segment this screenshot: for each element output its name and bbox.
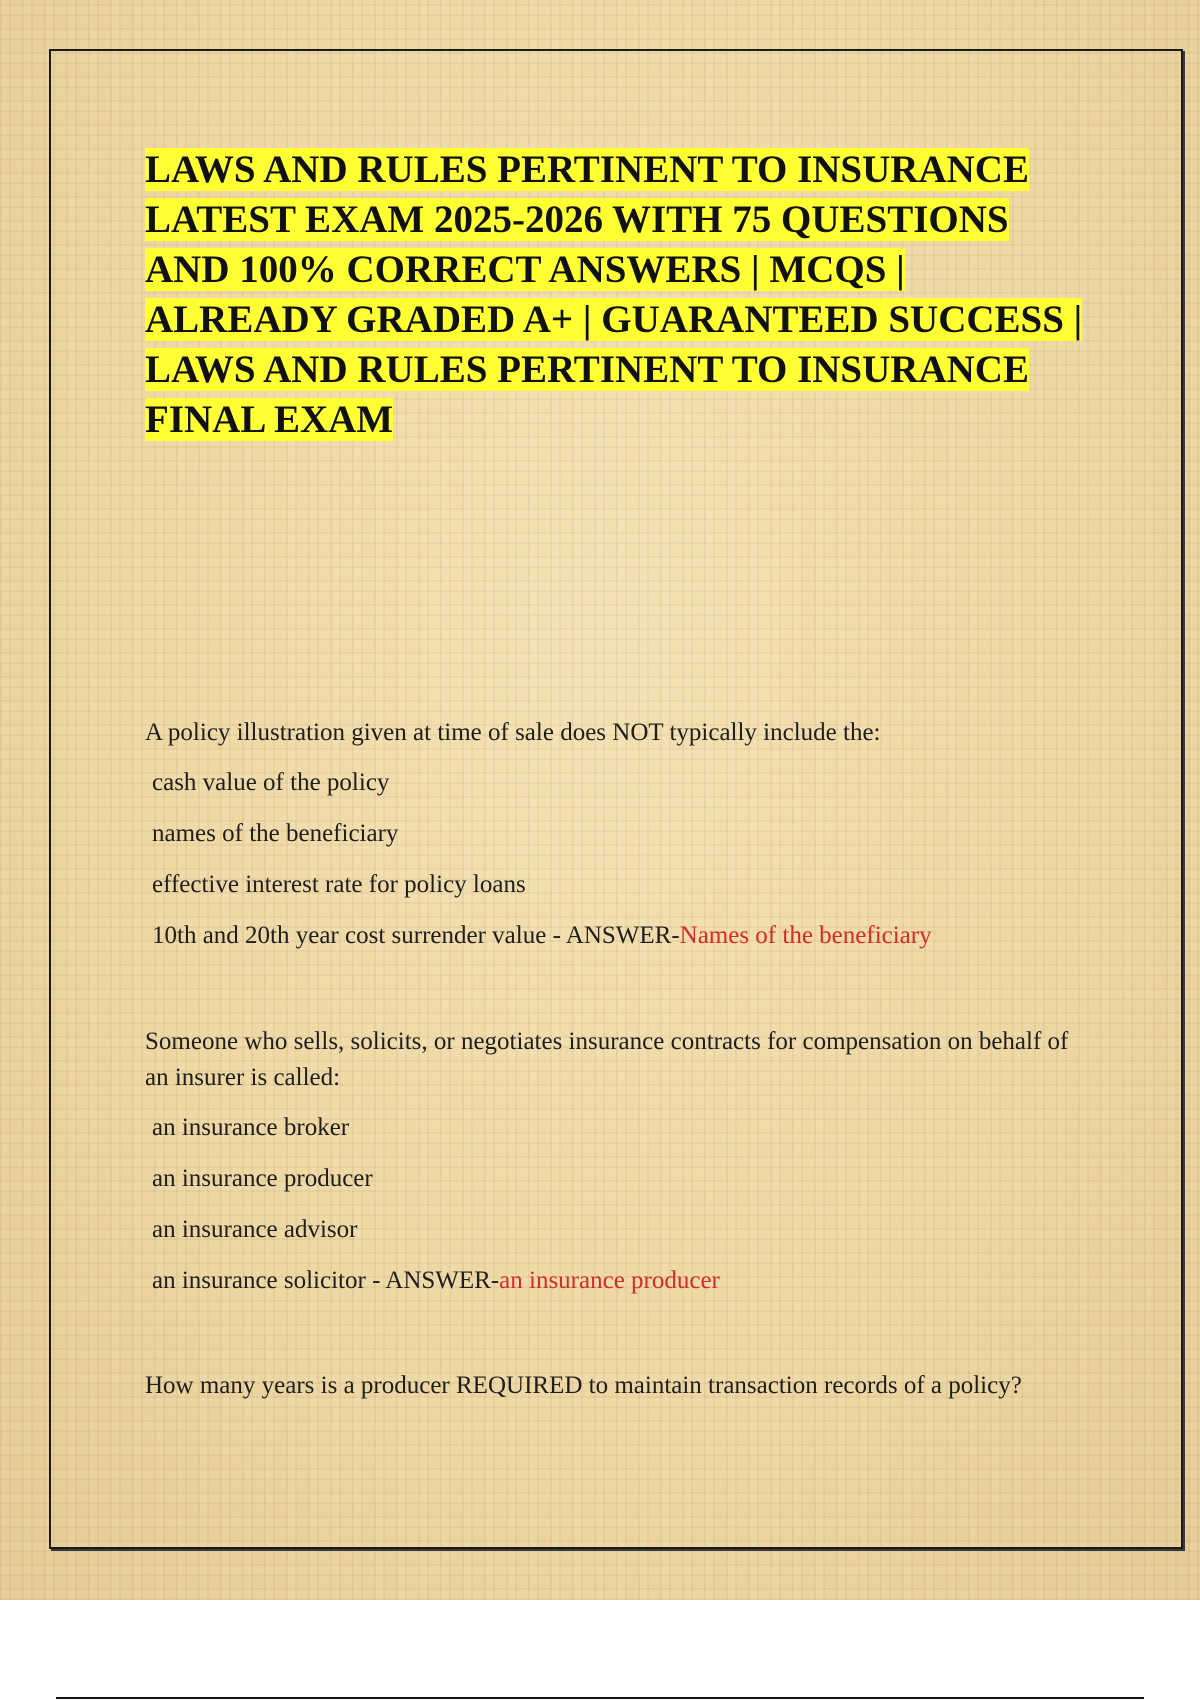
answer-option: an insurance producer xyxy=(152,1165,373,1192)
answer-option: names of the beneficiary xyxy=(152,820,399,847)
question-block-3 xyxy=(145,1368,1095,1404)
question-block-2 xyxy=(145,1024,1095,1306)
answer-option: an insurance advisor xyxy=(152,1216,358,1243)
answer-option-with-key xyxy=(145,910,1095,961)
answer-option-text: 10th and 20th year cost surrender value xyxy=(152,922,547,949)
answer-option-with-key xyxy=(145,1255,1095,1306)
footer-rule xyxy=(56,1697,1144,1699)
answer-option: an insurance broker xyxy=(152,1114,350,1141)
question-text: How many years is a producer REQUIRED to maintain transaction records of a policy? xyxy=(145,1372,1022,1399)
answer-option: cash value of the policy xyxy=(152,769,390,796)
question-text: A policy illustration given at time of sale does NOT typically include the: xyxy=(145,719,881,746)
answer-option-text: an insurance solicitor xyxy=(152,1267,366,1294)
answer-option: effective interest rate for policy loans xyxy=(152,871,526,898)
correct-answer: an insurance producer xyxy=(499,1267,720,1294)
document-title xyxy=(145,145,1095,445)
answer-prefix: - ANSWER- xyxy=(546,922,680,949)
answer-prefix: - ANSWER- xyxy=(365,1267,500,1294)
title-highlight: LAWS AND RULES PERTINENT TO INSURANCE LATEST EXAM 2025-2026 WITH 75 QUESTIONS AND 100% CORRECT ANSWERS | MCQS | ALREADY GRADED A+ | GUARANTEED SUCCESS | LAWS AND RULES PERTINENT TO INSURANCE FINAL EXAM xyxy=(145,148,1083,441)
question-text: Someone who sells, solicits, or negotiates insurance contracts for compensation on behalf of an insurer is called: xyxy=(145,1028,1069,1091)
question-block-1 xyxy=(145,715,1095,961)
correct-answer: Names of the beneficiary xyxy=(679,922,932,949)
